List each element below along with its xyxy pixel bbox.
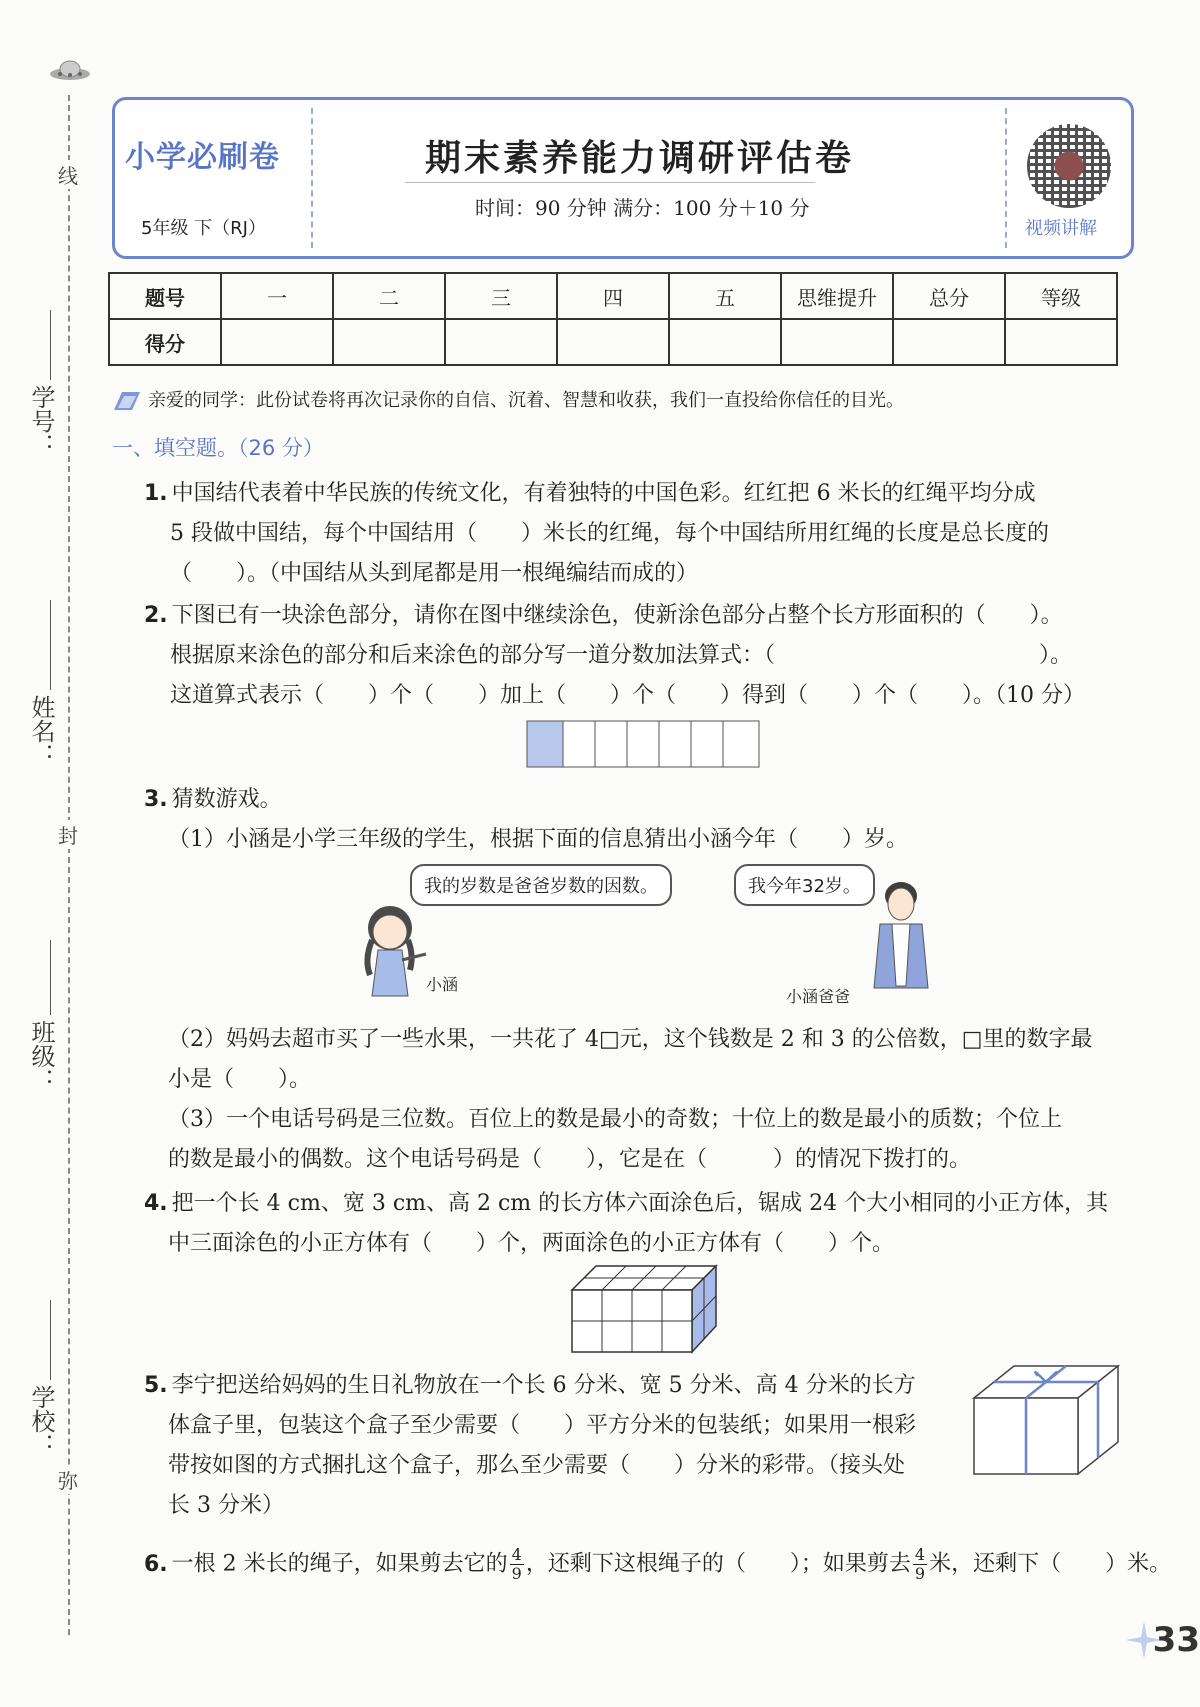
header-divider-left — [311, 108, 313, 248]
q6-fraction-1-denominator: 9 — [511, 1564, 522, 1583]
q1-line2: 5 段做中国结，每个中国结用（ ）米长的红绳，每个中国结所用红绳的长度是总长度的 — [170, 521, 1049, 546]
dad-name-label: 小涵爸爸 — [786, 987, 851, 1006]
q6-fraction-1 — [510, 1546, 524, 1583]
score-header-cell: 总分 — [893, 273, 1005, 319]
exam-time: 时间：90 分钟 满分：100 分＋10 分 — [475, 196, 810, 220]
score-cell[interactable] — [557, 319, 669, 365]
title-rule — [405, 182, 815, 183]
exam-title: 期末素养能力调研评估卷 — [425, 137, 855, 179]
score-table — [108, 272, 1118, 366]
q5-line2: 体盒子里，包装这个盒子至少需要（ ）平方分米的包装纸；如果用一根彩 — [168, 1413, 917, 1438]
q1-line1 — [144, 476, 1036, 507]
q1-line3: （ ）。（中国结从头到尾都是用一根绳编结而成的） — [170, 561, 699, 586]
score-cell[interactable] — [1005, 319, 1117, 365]
gift-box-diagram — [970, 1362, 1122, 1478]
score-cell[interactable] — [669, 319, 781, 365]
header-divider-right — [1005, 108, 1007, 248]
score-header-cell: 等级 — [1005, 273, 1117, 319]
q4-number: 4. — [144, 1191, 168, 1216]
girl-name-label: 小涵 — [426, 975, 459, 994]
page-number: 33 — [1152, 1620, 1200, 1660]
q5-text1: 李宁把送给妈妈的生日礼物放在一个长 6 分米、宽 5 分米、高 4 分米的长方 — [171, 1373, 916, 1398]
q5-line1 — [144, 1368, 916, 1399]
margin-word-feng: 封 — [58, 820, 78, 849]
q5-line3: 带按如图的方式捆扎这个盒子，那么至少需要（ ）分米的彩带。（接头处 — [168, 1453, 906, 1478]
score-cell[interactable] — [893, 319, 1005, 365]
q3-part3-line1: （3）一个电话号码是三位数。百位上的数是最小的奇数；十位上的数是最小的质数；个位上 — [168, 1107, 1063, 1132]
q6-fraction-2-denominator: 9 — [914, 1564, 926, 1583]
q4-text1: 把一个长 4 cm、宽 3 cm、高 2 cm 的长方体六面涂色后，锯成 24 个大小相同的小正方体，其 — [171, 1191, 1109, 1216]
q3-part1: （1）小涵是小学三年级的学生，根据下面的信息猜出小涵今年（ ）岁。 — [168, 827, 908, 852]
q4-line1 — [144, 1186, 1108, 1217]
margin-word-xian: 线 — [58, 160, 78, 189]
exam-header — [112, 97, 1134, 259]
q6-fraction-2-numerator: 4 — [914, 1545, 926, 1564]
score-header-cell: 思维提升 — [781, 273, 893, 319]
qr-code[interactable] — [1027, 124, 1111, 208]
dad-illustration — [866, 878, 936, 1000]
score-header-cell: 五 — [669, 273, 781, 319]
binding-dashed-line — [68, 95, 70, 1635]
q4-line2: 中三面涂色的小正方体有（ ）个，两面涂色的小正方体有（ ）个。 — [168, 1231, 895, 1256]
score-cell[interactable] — [333, 319, 445, 365]
section-heading-fill-blank: 一、填空题。（26 分） — [112, 436, 324, 460]
intro-text: 亲爱的同学：此份试卷将再次记录你的自信、沉着、智慧和收获，我们一直投给你信任的目光。 — [148, 390, 904, 411]
q2-line2: 根据原来涂色的部分和后来涂色的部分写一道分数加法算式：（ ）。 — [170, 643, 1073, 668]
q6-text-a: 一根 2 米长的绳子，如果剪去它的 — [171, 1551, 508, 1577]
q2-line3: 这道算式表示（ ）个（ ）加上（ ）个（ ）得到（ ）个（ ）。（10 分） — [170, 683, 1085, 708]
score-row-label: 得分 — [109, 319, 221, 365]
student-id-label: 学号： — [27, 385, 55, 457]
student-id-line — [50, 310, 51, 380]
name-line — [50, 600, 51, 690]
score-header-cell: 一 — [221, 273, 333, 319]
video-explain-link[interactable]: 视频讲解 — [1025, 218, 1097, 239]
ufo-icon — [48, 58, 92, 84]
q4-cuboid-diagram — [570, 1262, 718, 1354]
brand-logo: 小学必刷卷 — [125, 140, 280, 175]
score-header-row — [109, 273, 1117, 319]
class-label: 班级： — [27, 1020, 55, 1092]
score-header-cell: 题号 — [109, 273, 221, 319]
name-label: 姓名： — [27, 695, 55, 767]
q3-line-title — [144, 782, 282, 813]
score-header-cell: 四 — [557, 273, 669, 319]
speech-bubble-dad: 我今年32岁。 — [734, 864, 875, 906]
score-cell[interactable] — [221, 319, 333, 365]
q2-number: 2. — [144, 603, 168, 628]
q5-number: 5. — [144, 1373, 168, 1398]
q2-rectangle-diagram[interactable] — [526, 720, 766, 770]
school-label: 学校： — [27, 1385, 55, 1457]
score-header-cell: 二 — [333, 273, 445, 319]
q6-fraction-1-numerator: 4 — [511, 1545, 522, 1564]
intro-note — [112, 386, 904, 412]
score-value-row — [109, 319, 1117, 365]
q1-number: 1. — [144, 481, 168, 506]
speech-bubble-girl: 我的岁数是爸爸岁数的因数。 — [410, 864, 672, 906]
q6-text-c: 米，还剩下（ ）米。 — [929, 1551, 1172, 1577]
q2-line1 — [144, 598, 1063, 629]
class-line — [50, 940, 51, 1015]
grade-label: 5年级 下（RJ） — [141, 218, 266, 239]
q3-number: 3. — [144, 787, 168, 812]
q6-fraction-2 — [913, 1546, 927, 1583]
margin-word-mi: 弥 — [58, 1465, 78, 1494]
score-cell[interactable] — [781, 319, 893, 365]
q6-line — [144, 1546, 1171, 1583]
q2-text1: 下图已有一块涂色部分，请你在图中继续涂色，使新涂色部分占整个长方形面积的（ ）。 — [171, 603, 1063, 628]
score-cell[interactable] — [445, 319, 557, 365]
q1-text1: 中国结代表着中华民族的传统文化，有着独特的中国色彩。红红把 6 米长的红绳平均分成 — [171, 481, 1036, 506]
q3-part2-line1: （2）妈妈去超市买了一些水果，一共花了 4□元，这个钱数是 2 和 3 的公倍数，□里的数字最 — [168, 1027, 1093, 1052]
q3-part2-line2: 小是（ ）。 — [168, 1067, 312, 1092]
q3-title: 猜数游戏。 — [171, 787, 282, 812]
q3-part3-line2: 的数是最小的偶数。这个电话号码是（ ），它是在（ ）的情况下拨打的。 — [168, 1147, 972, 1172]
q5-line4: 长 3 分米） — [168, 1493, 284, 1518]
pencil-icon — [112, 390, 142, 412]
score-header-cell: 三 — [445, 273, 557, 319]
q6-number: 6. — [144, 1551, 168, 1577]
q6-text-b: ，还剩下这根绳子的（ ）；如果剪去 — [525, 1551, 911, 1577]
school-line — [50, 1300, 51, 1380]
